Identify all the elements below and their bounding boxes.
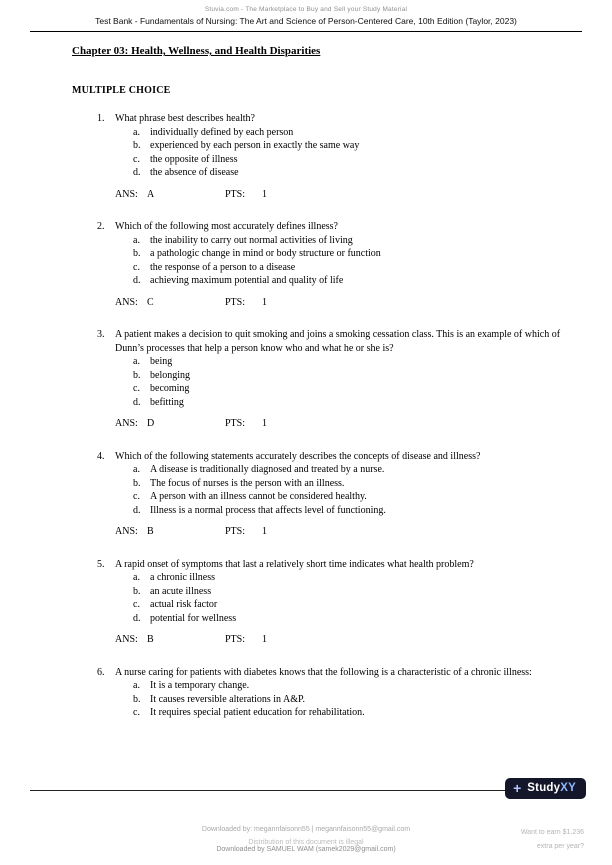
choice-text: actual risk factor — [150, 599, 218, 610]
points-value: 1 — [262, 188, 267, 200]
choice-text: A person with an illness cannot be considered healthy. — [150, 491, 367, 502]
document-title: Test Bank - Fundamentals of Nursing: The Art and Science of Person-Centered Care, 10th Edition (Taylor, 2023) — [95, 16, 517, 26]
choices-list — [72, 571, 566, 625]
choice-letter: b. — [133, 140, 141, 151]
plus-icon: + — [513, 780, 522, 796]
choice-row — [133, 396, 566, 410]
question-number: 3. — [97, 329, 105, 340]
choice-text: belonging — [150, 369, 190, 381]
choice-letter: a. — [133, 572, 140, 583]
choice-letter: a. — [133, 234, 140, 246]
question-number: 4. — [97, 450, 105, 462]
choice-row — [133, 355, 566, 369]
brand-xy-text: XY — [560, 782, 576, 794]
choice-letter: d. — [133, 275, 141, 286]
answer-label: ANS: — [115, 418, 138, 429]
question-line — [72, 112, 566, 126]
choice-letter: c. — [133, 153, 140, 165]
choice-text: It requires special patient education for rehabilitation. — [150, 707, 365, 718]
choice-row — [133, 706, 566, 720]
site-watermark: Stuvia.com - The Marketplace to Buy and Sell your Study Material — [204, 6, 408, 13]
page-header — [0, 0, 612, 26]
choice-row — [133, 490, 566, 504]
studyxy-logo — [505, 778, 586, 799]
section-heading: MULTIPLE CHOICE — [72, 85, 171, 96]
question-line — [72, 558, 566, 572]
question-text: What phrase best describes health? — [115, 113, 255, 124]
choice-letter: b. — [133, 585, 141, 597]
choice-row — [133, 247, 566, 261]
choice-letter: b. — [133, 693, 141, 705]
answer-value: B — [147, 526, 154, 537]
question-line — [72, 220, 566, 234]
choice-text: individually defined by each person — [150, 126, 294, 138]
question-text: A patient makes a decision to quit smoking and joins a smoking cessation class. This is an example of which of Dunn’s processes that help a person know who and what he or she is? — [115, 329, 561, 354]
question-text: Which of the following most accurately defines illness? — [115, 221, 338, 232]
choice-text: befitting — [150, 396, 184, 408]
choice-text: The focus of nurses is the person with an illness. — [150, 477, 345, 489]
answer-row — [72, 188, 566, 202]
page-content — [0, 45, 612, 720]
choice-letter: b. — [133, 369, 141, 381]
points-value: 1 — [262, 634, 267, 645]
distribution-notice: Distribution of this document is illegal — [248, 839, 364, 846]
choice-text: the absence of disease — [150, 167, 239, 178]
question-text: Which of the following statements accurately describes the concepts of disease and illness? — [115, 450, 481, 462]
footer-divider — [30, 790, 582, 791]
choices-list — [72, 355, 566, 409]
choice-text: a pathologic change in mind or body structure or function — [150, 248, 381, 259]
downloaded-by-line-2: Downloaded by SAMUEL WAM (samek2029@gmail.com) — [216, 846, 396, 853]
header-divider — [30, 31, 582, 32]
choice-row — [133, 139, 566, 153]
choice-text: It causes reversible alterations in A&P. — [150, 693, 305, 705]
points-label: PTS: — [225, 296, 246, 308]
choice-letter: d. — [133, 167, 141, 178]
points-value: 1 — [262, 296, 267, 308]
choice-letter: a. — [133, 356, 140, 367]
choice-letter: d. — [133, 396, 141, 408]
choice-row — [133, 598, 566, 612]
choice-letter: c. — [133, 491, 140, 502]
answer-value: C — [147, 296, 154, 308]
choice-letter: c. — [133, 383, 140, 394]
choice-row — [133, 463, 566, 477]
answer-row — [72, 417, 566, 431]
answer-label: ANS: — [115, 296, 138, 308]
choices-list — [72, 126, 566, 180]
choice-letter: c. — [133, 261, 140, 273]
choice-row — [133, 382, 566, 396]
answer-row — [72, 296, 566, 310]
chapter-title: Chapter 03: Health, Wellness, and Health Disparities — [72, 45, 321, 57]
question-number: 2. — [97, 221, 105, 232]
choice-row — [133, 571, 566, 585]
answer-label: ANS: — [115, 526, 138, 537]
question-line — [72, 328, 566, 355]
choice-text: becoming — [150, 383, 190, 394]
earn-promo-line1: Want to earn $1.236 — [520, 829, 584, 836]
earn-promo-line2: extra per year? — [536, 843, 584, 850]
question-block — [72, 666, 566, 720]
question-block — [72, 450, 566, 539]
question-number: 6. — [97, 666, 105, 678]
answer-row — [72, 525, 566, 539]
choice-letter: d. — [133, 504, 141, 516]
questions-list — [72, 112, 566, 720]
choice-row — [133, 477, 566, 491]
points-value: 1 — [262, 526, 267, 537]
question-number: 1. — [97, 113, 105, 124]
choices-list — [72, 463, 566, 517]
question-block — [72, 328, 566, 431]
brand-study-text: Study — [527, 782, 561, 794]
choice-text: the response of a person to a disease — [150, 261, 296, 273]
answer-value: A — [147, 188, 155, 200]
choice-row — [133, 234, 566, 248]
answer-row — [72, 633, 566, 647]
choice-row — [133, 261, 566, 275]
choice-letter: b. — [133, 248, 141, 259]
choice-row — [133, 153, 566, 167]
choice-letter: a. — [133, 126, 140, 138]
question-line — [72, 450, 566, 464]
choice-text: Illness is a normal process that affects level of functioning. — [150, 504, 386, 516]
choice-letter: a. — [133, 680, 140, 691]
choice-text: experienced by each person in exactly the same way — [150, 140, 360, 151]
choice-text: a chronic illness — [150, 572, 215, 583]
choice-row — [133, 274, 566, 288]
choice-text: It is a temporary change. — [150, 680, 250, 691]
choice-text: achieving maximum potential and quality of life — [150, 275, 344, 286]
question-number: 5. — [97, 558, 105, 570]
downloaded-by-line: Downloaded by: megannfaisonn55 | megannfaisonn55@gmail.com — [201, 826, 411, 833]
choice-row — [133, 612, 566, 626]
choice-row — [133, 693, 566, 707]
choice-row — [133, 369, 566, 383]
choice-text: the opposite of illness — [150, 153, 238, 165]
choice-text: potential for wellness — [150, 612, 237, 624]
answer-value: B — [147, 634, 154, 645]
earn-promo — [521, 826, 584, 854]
question-text: A nurse caring for patients with diabetes knows that the following is a characteristic of a chronic illness: — [115, 666, 532, 678]
choice-letter: c. — [133, 707, 140, 718]
choices-list — [72, 234, 566, 288]
question-text: A rapid onset of symptoms that last a relatively short time indicates what health problem? — [115, 558, 474, 570]
points-label: PTS: — [225, 418, 246, 429]
choice-letter: b. — [133, 477, 141, 489]
points-value: 1 — [262, 418, 267, 429]
choice-row — [133, 166, 566, 180]
choice-text: A disease is traditionally diagnosed and treated by a nurse. — [150, 464, 385, 475]
choice-row — [133, 679, 566, 693]
choice-row — [133, 504, 566, 518]
answer-label: ANS: — [115, 634, 138, 645]
question-block — [72, 220, 566, 309]
question-block — [72, 112, 566, 201]
points-label: PTS: — [225, 526, 246, 537]
answer-label: ANS: — [115, 188, 138, 200]
choice-row — [133, 126, 566, 140]
choices-list — [72, 679, 566, 720]
choice-text: the inability to carry out normal activities of living — [150, 234, 353, 246]
choice-text: being — [150, 356, 173, 367]
choice-letter: a. — [133, 464, 140, 475]
choice-letter: c. — [133, 599, 140, 610]
points-label: PTS: — [225, 634, 246, 645]
choice-text: an acute illness — [150, 585, 212, 597]
points-label: PTS: — [225, 188, 246, 200]
choice-letter: d. — [133, 612, 141, 624]
question-line — [72, 666, 566, 680]
choice-row — [133, 585, 566, 599]
question-block — [72, 558, 566, 647]
answer-value: D — [147, 418, 155, 429]
